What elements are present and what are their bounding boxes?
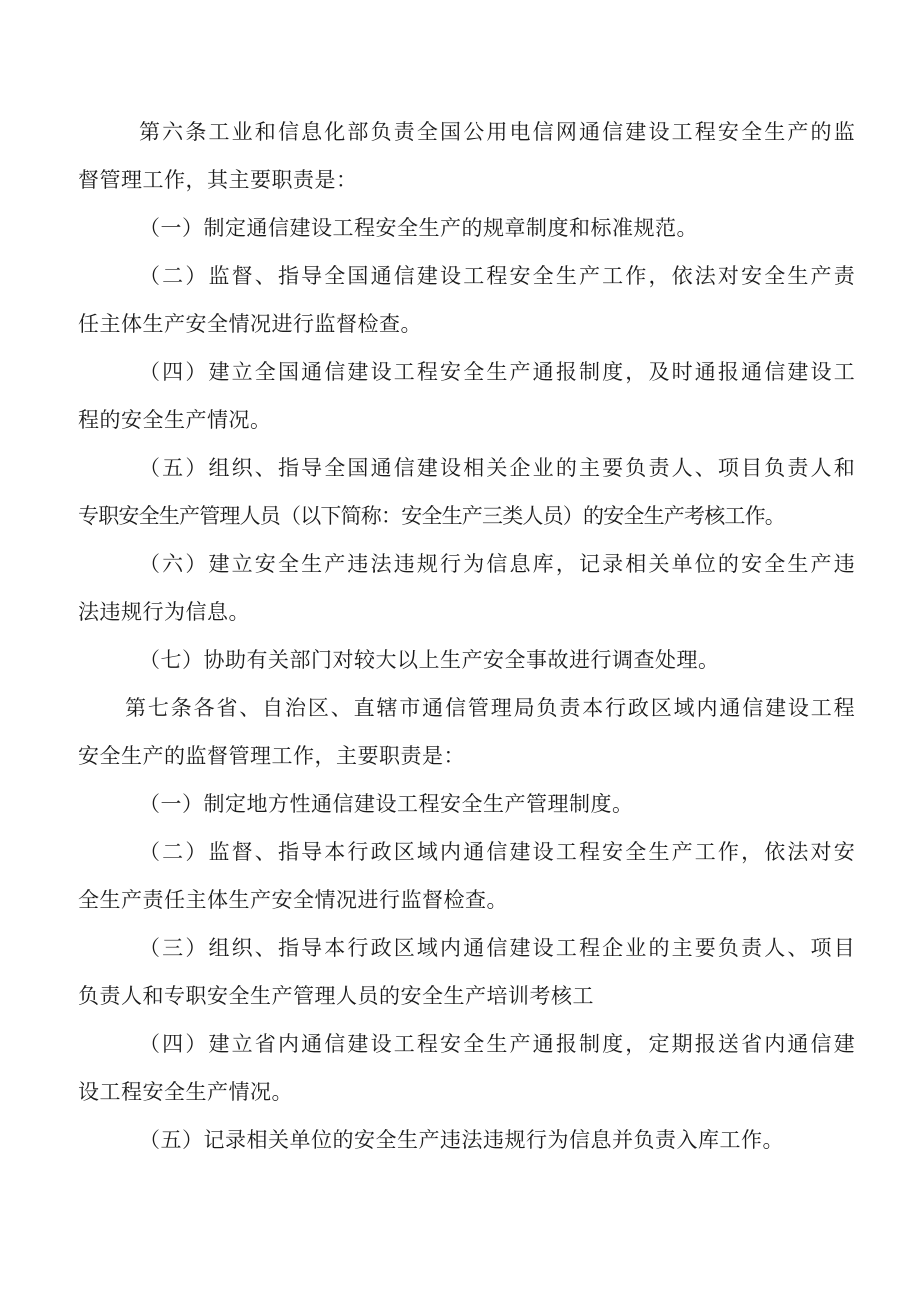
article7-item2-line2: 全生产责任主体生产安全情况进行监督检查。: [78, 888, 508, 912]
article6-item5-line2: 专职安全生产管理人员（以下简称：安全生产三类人员）的安全生产考核工作。: [78, 504, 785, 528]
article7-item4-line2: 设工程安全生产情况。: [78, 1080, 293, 1104]
article6-item4-line2: 程的安全生产情况。: [78, 408, 272, 432]
article6-item7: （七）协助有关部门对较大以上生产安全事故进行调查处理。: [139, 648, 720, 672]
article6-item6-line1: （ 六 ） 建 立 安 全 生 产 违 法 违 规 行 为 信 息 库 ， 记 录 相 关 单 位 的 安 全 生 产 违: [139, 552, 855, 576]
article7-item3-line1: （ 三 ） 组 织 、 指 导 本 行 政 区 域 内 通 信 建 设 工 程 企 业 的 主 要 负 责 人 、 项 目: [139, 936, 855, 960]
article6-heading-line1: 第 六 条 工 业 和 信 息 化 部 负 责 全 国 公 用 电 信 网 通 信 建 设 工 程 安 全 生 产 的 监: [139, 120, 855, 144]
article7-item5: （五）记录相关单位的安全生产违法违规行为信息并负责入库工作。: [139, 1128, 784, 1152]
article7-item2-line1: （ 二 ） 监 督 、 指 导 本 行 政 区 域 内 通 信 建 设 工 程 安 全 生 产 工 作 ， 依 法 对 安: [139, 840, 855, 864]
article6-item2-line1: （ 二 ） 监 督 、 指 导 全 国 通 信 建 设 工 程 安 全 生 产 工 作 ， 依 法 对 安 全 生 产 责: [139, 264, 855, 288]
article6-item4-line1: （ 四 ） 建 立 全 国 通 信 建 设 工 程 安 全 生 产 通 报 制 度 ， 及 时 通 报 通 信 建 设 工: [139, 360, 855, 384]
article7-heading-line1: 第 七 条 各 省 、 自 治 区 、 直 辖 市 通 信 管 理 局 负 责 本 行 政 区 域 内 通 信 建 设 工 程: [125, 696, 855, 720]
article7-item4-line1: （ 四 ） 建 立 省 内 通 信 建 设 工 程 安 全 生 产 通 报 制 度 ， 定 期 报 送 省 内 通 信 建: [139, 1032, 855, 1056]
article6-item2-line2: 任主体生产安全情况进行监督检查。: [78, 312, 422, 336]
article6-heading-line2: 督管理工作，其主要职责是：: [78, 168, 358, 192]
article6-item5-line1: （ 五 ） 组 织 、 指 导 全 国 通 信 建 设 相 关 企 业 的 主 要 负 责 人 、 项 目 负 责 人 和: [139, 456, 855, 480]
article7-item3-line2: 负责人和专职安全生产管理人员的安全生产培训考核工: [78, 984, 594, 1008]
article6-item1: （一）制定通信建设工程安全生产的规章制度和标准规范。: [139, 216, 698, 240]
article6-item6-line2: 法违规行为信息。: [78, 600, 250, 624]
article7-item1: （一）制定地方性通信建设工程安全生产管理制度。: [139, 792, 634, 816]
article7-heading-line2: 安全生产的监督管理工作，主要职责是：: [78, 744, 465, 768]
